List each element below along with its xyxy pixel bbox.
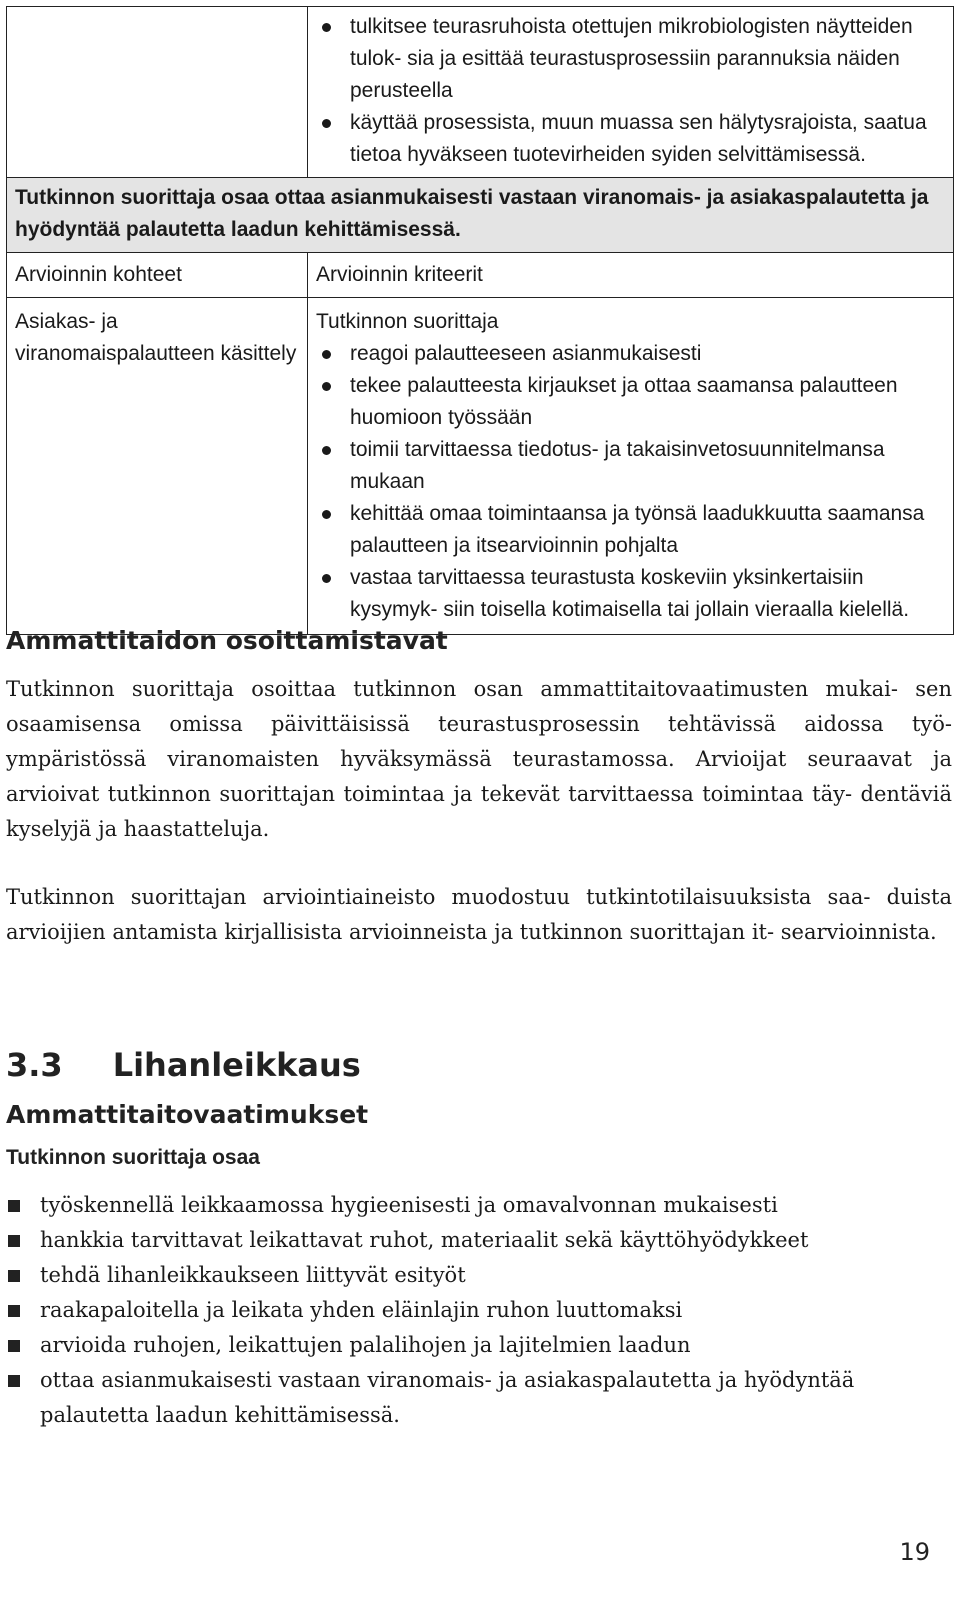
list-item: kehittää omaa toimintaansa ja työnsä laadukkuutta saamansa palautteen ja itsearvioinnin pohjalta xyxy=(316,498,945,562)
list-item: toimii tarvittaessa tiedotus- ja takaisinvetosuunnitelmansa mukaan xyxy=(316,434,945,498)
section-number: 3.3 xyxy=(6,1046,63,1084)
header-cell xyxy=(308,253,954,298)
table-row xyxy=(7,178,954,253)
table-row xyxy=(7,298,954,635)
assessment-criteria-table xyxy=(6,6,954,635)
demonstration-heading: Ammattitaidon osoittamistavat xyxy=(6,626,448,655)
column-header-criteria: Arvioinnin kriteerit xyxy=(316,263,483,286)
section-title xyxy=(6,1046,361,1084)
page-number: 19 xyxy=(899,1538,930,1566)
column-header-targets: Arvioinnin kohteet xyxy=(15,263,182,286)
competence-cell xyxy=(7,178,954,253)
list-item: työskennellä leikkaamossa hygieenisesti ja omavalvonnan mukaisesti xyxy=(6,1188,952,1223)
demonstration-paragraph: Tutkinnon suorittaja osoittaa tutkinnon osan ammattitaitovaatimusten mukai- sen osaamisensa omissa päivittäisissä teurastusprosessin tehtävissä aidossa työ- ympäristössä viranomaisten hyväksymässä teurastamossa. Arvioijat seuraavat ja arvioivat tutkinnon suorittajan toimintaa ja tekevät tarvittaessa toimintaa täy- dentäviä kyselyjä ja haastatteluja. xyxy=(6,677,952,841)
requirements-list xyxy=(6,1188,952,1433)
top-bullet-list xyxy=(316,11,947,171)
list-item: tulkitsee teurasruhoista otettujen mikrobiologisten näytteiden tulok- sia ja esittää teurastusprosessiin parannuksia näiden perusteella xyxy=(316,11,947,107)
list-item: tehdä lihanleikkaukseen liittyvät esityöt xyxy=(6,1258,952,1293)
table-row xyxy=(7,7,954,178)
assessment-target: Asiakas- ja viranomaispalautteen käsittely xyxy=(15,310,297,365)
requirements-heading: Ammattitaitovaatimukset xyxy=(6,1100,369,1129)
list-item: raakapaloitella ja leikata yhden eläinlajin ruhon luuttomaksi xyxy=(6,1293,952,1328)
section-name: Lihanleikkaus xyxy=(112,1046,361,1084)
competence-statement: Tutkinnon suorittaja osaa ottaa asianmukaisesti vastaan viranomais- ja asiakaspalautetta ja hyödyntää palautetta laadun kehittämisessä. xyxy=(15,186,929,241)
empty-cell xyxy=(7,7,308,178)
header-cell xyxy=(7,253,308,298)
list-item: hankkia tarvittavat leikattavat ruhot, materiaalit sekä käyttöhyödykkeet xyxy=(6,1223,952,1258)
table-row xyxy=(7,253,954,298)
list-item: ottaa asianmukaisesti vastaan viranomais- ja asiakaspalautetta ja hyödyntää palautetta laadun kehittämisessä. xyxy=(6,1363,952,1433)
requirements-lead: Tutkinnon suorittaja osaa xyxy=(6,1146,260,1169)
target-cell xyxy=(7,298,308,635)
criteria-cell xyxy=(308,298,954,635)
criteria-list xyxy=(316,338,945,626)
list-item: tekee palautteesta kirjaukset ja ottaa saamansa palautteen huomioon työssään xyxy=(316,370,945,434)
criteria-cell-continued xyxy=(308,7,954,178)
list-item: käyttää prosessista, muun muassa sen hälytysrajoista, saatua tietoa hyväkseen tuotevirheiden syiden selvittämisessä. xyxy=(316,107,947,171)
criteria-intro: Tutkinnon suorittaja xyxy=(316,310,499,333)
list-item: vastaa tarvittaessa teurastusta koskeviin yksinkertaisiin kysymyk- siin toisella kotimaisella tai jollain vieraalla kielellä. xyxy=(316,562,945,626)
list-item: arvioida ruhojen, leikattujen palalihojen ja lajitelmien laadun xyxy=(6,1328,952,1363)
material-paragraph: Tutkinnon suorittajan arviointiaineisto muodostuu tutkintotilaisuuksista saa- duista arvioijien antamista kirjallisista arvioinneista ja tutkinnon suorittajan it- searvioinnista. xyxy=(6,885,952,944)
list-item: reagoi palautteeseen asianmukaisesti xyxy=(316,338,945,370)
